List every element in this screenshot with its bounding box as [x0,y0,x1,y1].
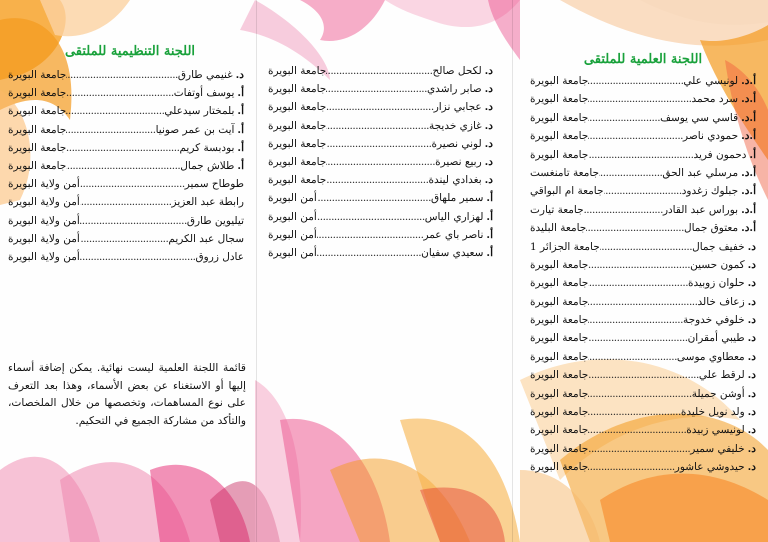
member-affiliation: جامعة البويرة [530,277,589,290]
leader-dots [66,102,164,120]
member-row [530,201,756,219]
member-row [8,212,244,230]
member-name: صابر راشدي [426,83,482,96]
member-row [8,175,244,193]
member-title: د. [484,174,493,187]
member-affiliation: أمن ولاية البويرة [8,178,80,191]
member-row [530,348,756,366]
member-title: د. [747,332,756,345]
member-row [530,458,756,476]
member-row [268,153,493,171]
member-row [268,117,493,135]
member-row [8,248,244,266]
leader-dots [80,193,172,211]
member-affiliation: أمن البويرة [268,192,317,205]
leader-dots [326,135,431,153]
leader-dots [588,385,691,403]
member-name: أوشن جميلة [691,387,745,400]
member-title: أ. [749,148,756,161]
member-name: طيبي أمقران [687,332,745,345]
member-affiliation: أمن ولاية البويرة [8,250,80,263]
member-row [530,293,756,311]
member-title: د. [747,369,756,382]
member-name: يوسف أوتفات [173,87,235,100]
member-row [268,208,493,226]
member-row [268,226,493,244]
member-name: كمون حسين [690,258,745,271]
leader-dots [317,244,421,262]
leader-dots [326,80,427,98]
member-affiliation: جامعة البويرة [8,141,67,154]
scientific-committee-note: قائمة اللجنة العلمية ليست نهائية. يمكن إضافة أسماء إليها أو الاستغناء عن بعض الأسماء، وهذا بعد التعرف على نوع المساهمات، وتخصصها من خلال الملخصات، والتأكد من مشاركة الجميع في التحكيم. [8,362,246,427]
member-name: سجال عبد الكريم [168,232,244,245]
member-name: خليفي سمير [690,442,745,455]
organizing-committee-list [8,66,244,266]
member-affiliation: جامعة البويرة [268,83,327,96]
member-affiliation: جامعة البويرة [8,123,67,136]
member-name: خلوفي خدوجة [682,314,745,327]
member-row [530,366,756,384]
member-affiliation: جامعة الجزائر 1 [530,240,600,253]
member-name: سمير ملهاق [430,192,484,205]
member-affiliation: جامعة البويرة [268,65,327,77]
leader-dots [584,201,663,219]
member-name: عادل زروق [195,250,244,263]
member-name: لونيسي علي [683,75,739,87]
member-name: قاسي سي يوسف [660,111,739,124]
member-title: أ. [237,123,244,136]
member-affiliation: أمن البويرة [268,246,317,259]
member-affiliation: أمن البويرة [268,228,317,241]
leader-dots [588,366,699,384]
member-affiliation: جامعة البويرة [530,111,589,124]
organizing-committee-title: اللجنة التنظيمية للملتقى [64,44,196,59]
member-title: د. [747,442,756,455]
member-affiliation: جامعة البويرة [530,461,589,474]
member-title: أ. [486,246,493,259]
member-name: عجابي نزار [433,101,482,114]
member-row [530,90,756,108]
member-title: أ.د. [741,222,756,235]
leader-dots [600,238,692,256]
member-name: ناصر باي عمر [423,228,484,241]
member-affiliation: جامعة البويرة [530,332,589,345]
leader-dots [588,109,660,127]
leader-dots [66,121,155,139]
member-title: د. [484,119,493,132]
member-name: لونيسي زبيدة [686,424,745,437]
member-name: لكحل صالح [432,65,482,77]
member-row [530,329,756,347]
member-affiliation: جامعة البويرة [530,314,589,327]
leader-dots [80,175,185,193]
member-name: لوني نصيرة [431,137,482,150]
fold-line [512,0,513,542]
leader-dots [588,311,683,329]
member-title: د. [747,424,756,437]
scientific-committee-list [530,72,756,477]
member-name: خفيف جمال [692,240,745,253]
member-row [8,121,244,139]
member-name: ولد نويل خليدة [680,406,745,419]
member-title: أ. [237,159,244,172]
member-name: بلمختار سيدعلي [164,105,235,118]
member-title: أ.د. [741,93,756,106]
member-title: أ. [486,228,493,241]
leader-dots [326,62,432,80]
member-title: د. [747,387,756,400]
member-title: د. [747,277,756,290]
member-affiliation: جامعة البويرة [530,130,589,143]
member-affiliation: جامعة ام البواقي [530,185,604,198]
scientific-committee-title: اللجنة العلمية للملتقى [583,52,703,67]
leader-dots [586,219,684,237]
leader-dots [588,274,688,292]
member-title: د. [484,137,493,150]
member-title: د. [747,461,756,474]
member-row [8,230,244,248]
member-title: أ. [237,87,244,100]
leader-dots [599,164,662,182]
member-name: معطاوي موسى [676,350,745,363]
member-name: آيت بن عمر صونيا [155,123,235,136]
member-title: د. [484,65,493,77]
member-row [530,164,756,182]
member-title: أ.د. [741,111,756,124]
member-affiliation: أمن ولاية البويرة [8,196,80,209]
member-name: ربيع نصيرة [435,155,482,168]
member-affiliation: جامعة البويرة [268,137,327,150]
member-title: د. [747,295,756,308]
leader-dots [80,248,196,266]
member-affiliation: أمن البويرة [268,210,317,223]
member-row [268,171,493,189]
member-title: أ. [486,210,493,223]
leader-dots [80,212,187,230]
member-affiliation: جامعة البويرة [530,442,589,455]
member-row [268,189,493,207]
member-row [530,274,756,292]
member-name: بودبسة كريم [179,141,235,154]
member-affiliation: جامعة البويرة [8,159,67,172]
member-row [530,146,756,164]
member-affiliation: جامعة البويرة [530,424,589,437]
leader-dots [588,440,690,458]
member-row [530,127,756,145]
member-title: د. [747,240,756,253]
member-row [8,66,244,84]
member-row [530,182,756,200]
member-name: تيليوين طارق [186,214,244,227]
fold-line [256,0,257,542]
member-name: طلاش جمال [180,159,235,172]
member-title: د. [747,406,756,419]
member-title: د. [484,101,493,114]
member-row [268,98,493,116]
member-name: دحمون فريد [693,148,747,161]
member-row [8,193,244,211]
member-row [530,72,756,90]
member-title: أ. [237,105,244,118]
member-affiliation: جامعة البويرة [530,93,589,106]
member-name: لرقط علي [698,369,745,382]
member-affiliation: جامعة تامنغست [530,166,600,179]
member-affiliation: جامعة البويرة [268,155,327,168]
member-title: د. [235,69,244,81]
member-title: أ.د. [741,166,756,179]
member-title: أ.د. [741,75,756,87]
leader-dots [588,293,697,311]
leader-dots [80,230,169,248]
leader-dots [66,84,173,102]
scientific-committee-list-continued [268,62,493,262]
member-title: د. [747,258,756,271]
member-title: أ.د. [741,203,756,216]
member-affiliation: جامعة البويرة [8,69,67,81]
leader-dots [588,90,691,108]
member-row [530,403,756,421]
member-row [530,421,756,439]
member-name: حيدوشي عاشور [674,461,745,474]
leader-dots [588,421,686,439]
member-affiliation: جامعة البويرة [530,387,589,400]
member-row [8,84,244,102]
member-affiliation: جامعة البويرة [8,105,67,118]
member-title: أ.د. [741,130,756,143]
member-affiliation: جامعة البويرة [268,119,327,132]
member-name: بغدادي ليندة [428,174,482,187]
member-row [268,135,493,153]
member-title: د. [747,314,756,327]
leader-dots [326,117,429,135]
leader-dots [326,171,428,189]
member-name: رابطة عبد العزيز [171,196,244,209]
member-affiliation: أمن ولاية البويرة [8,232,80,245]
member-affiliation: جامعة البويرة [530,406,589,419]
leader-dots [326,98,433,116]
leader-dots [326,153,435,171]
member-affiliation: جامعة البويرة [268,101,327,114]
member-title: د. [484,83,493,96]
leader-dots [588,458,674,476]
leader-dots [588,146,693,164]
member-row [8,139,244,157]
leader-dots [317,226,424,244]
member-affiliation: جامعة البويرة [530,148,589,161]
leader-dots [588,403,681,421]
leader-dots [588,329,687,347]
leader-dots [588,256,690,274]
member-affiliation: جامعة تيارت [530,203,584,216]
member-name: زعاف خالد [697,295,745,308]
member-title: أ. [486,192,493,205]
member-name: سعيدي سفيان [421,246,484,259]
member-affiliation: جامعة البويرة [530,75,589,87]
leader-dots [588,348,677,366]
leader-dots [66,139,179,157]
member-affiliation: جامعة البويرة [530,295,589,308]
member-affiliation: جامعة البويرة [8,87,67,100]
leader-dots [66,157,180,175]
member-affiliation: جامعة البليدة [530,222,587,235]
member-row [8,102,244,120]
leader-dots [66,66,178,84]
member-name: حمودي ناصر [683,130,739,143]
member-row [268,62,493,80]
member-row [530,440,756,458]
leader-dots [317,208,425,226]
member-name: طوطاح سمير [184,178,244,191]
member-row [268,80,493,98]
member-name: معتوق جمال [683,222,739,235]
member-row [530,385,756,403]
member-name: حلوان زوبيدة [688,277,745,290]
member-name: لهزاري الياس [424,210,484,223]
member-affiliation: أمن ولاية البويرة [8,214,80,227]
leader-dots [604,182,682,200]
member-row [530,219,756,237]
member-affiliation: جامعة البويرة [530,369,589,382]
member-affiliation: جامعة البويرة [530,258,589,271]
leader-dots [588,72,683,90]
member-affiliation: جامعة البويرة [530,350,589,363]
member-name: سرد محمد [691,93,739,106]
member-row [8,157,244,175]
member-row [268,244,493,262]
member-name: غازي خديجة [429,119,482,132]
member-name: جبلوك زغدود [681,185,739,198]
member-row [530,109,756,127]
member-title: د. [747,350,756,363]
member-row [530,256,756,274]
member-name: مرسلي عبد الحق [662,166,739,179]
member-title: د. [484,155,493,168]
member-name: بوراس عبد القادر [662,203,739,216]
member-affiliation: جامعة البويرة [268,174,327,187]
leader-dots [588,127,683,145]
member-name: غنيمي طارق [177,69,233,81]
member-title: أ. [237,141,244,154]
member-row [530,238,756,256]
leader-dots [317,189,431,207]
member-title: أ.د. [741,185,756,198]
member-row [530,311,756,329]
